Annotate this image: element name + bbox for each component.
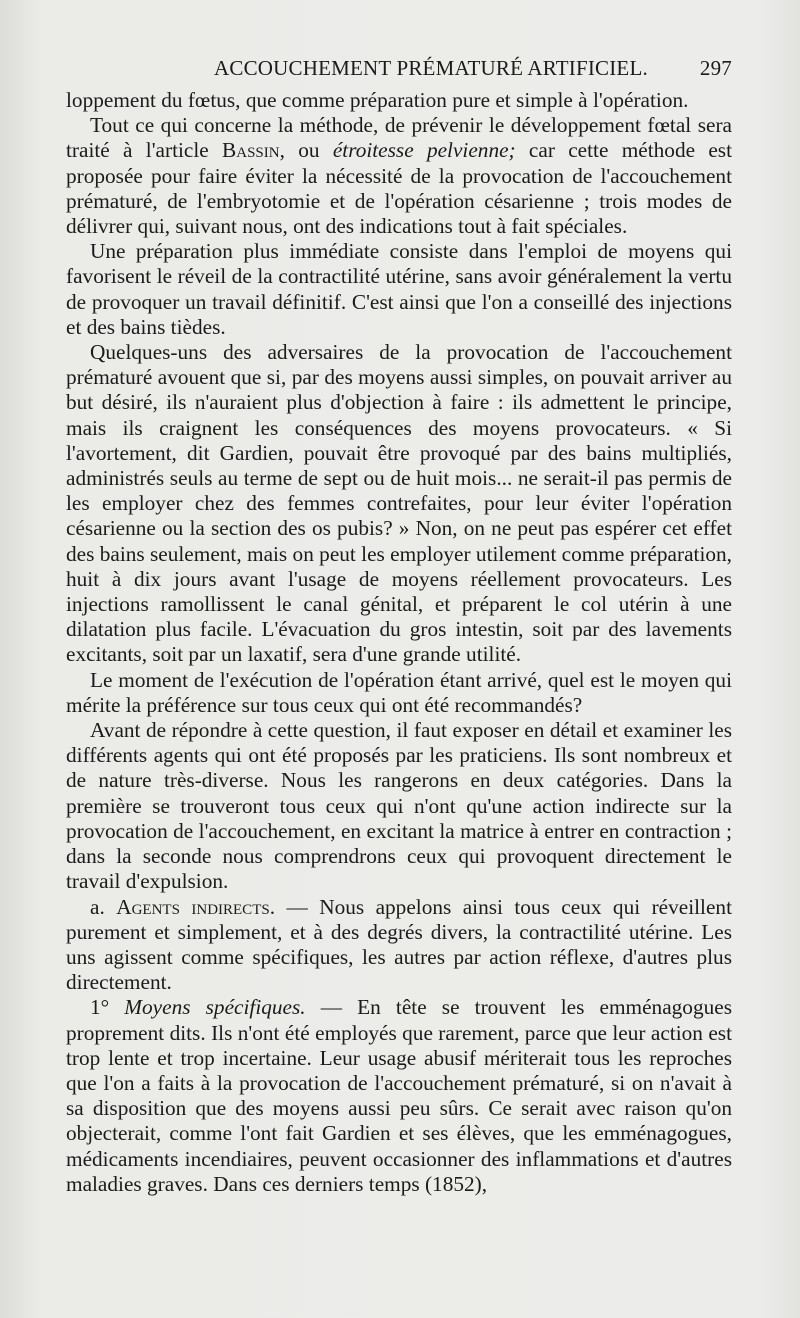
running-header <box>66 56 732 86</box>
paragraph-agents-indirects <box>66 895 732 996</box>
text-run: a. <box>90 894 117 919</box>
text-run: — Nous appelons ainsi tous ceux qui réveillent purement et simplement, et à des degrés divers, la contractilité utérine. Les uns agissent comme spécifiques, les autres par action réflexe, d'autres plus directement. <box>66 894 732 995</box>
text-run: 1° <box>90 995 125 1020</box>
page-number: 297 <box>699 56 732 80</box>
text-run: car cette méthode est proposée pour faire éviter la nécessité de la provocation de l'accouchement prématuré, de l'embryotomie et de l'opération césarienne ; trois modes de délivrer qui, suivant nous, ont des indications tout à fait spéciales. <box>66 138 732 239</box>
paragraph-moyens-specifiques <box>66 995 732 1197</box>
paragraph-moment: Le moment de l'exécution de l'opération étant arrivé, quel est le moyen qui mérite la préférence sur tous ceux qui ont été recommandés? <box>66 667 732 717</box>
section-heading-agents-indirects: Agents indirects. <box>116 894 276 919</box>
text-run: , ou <box>279 138 333 163</box>
paragraph-adversaires: Quelques-uns des adversaires de la provocation de l'accouchement prématuré avouent que si, par des moyens aussi simples, on pouvait arriver au but désiré, ils n'auraient plus d'objection à faire : ils admettent le principe, mais ils craignent les conséquences des moyens provocateurs. « Si l'avortement, dit Gardien, pouvait être provoqué par des bains multipliés, administrés seuls au terme de sept ou de huit mois... ne serait-il pas permis de les employer chez des femmes contrefaites, pour leur éviter l'opération césarienne ou la section des os pubis? » Non, on ne peut pas espérer cet effet des bains seulement, mais on peut les employer utilement comme préparation, huit à dix jours avant l'usage de moyens réellement provocateurs. Les injections ramollissent le canal génital, et préparent le col utérin à une dilatation plus facile. L'évacuation du gros intestin, soit par des lavements excitants, soit par un laxatif, sera d'une grande utilité. <box>66 340 732 667</box>
running-title: ACCOUCHEMENT PRÉMATURÉ ARTIFICIEL. <box>214 56 648 80</box>
body-text <box>66 88 732 1197</box>
paragraph-continuation: loppement du fœtus, que comme préparation pure et simple à l'opération. <box>66 88 689 112</box>
cross-reference-bassin: Bassin <box>222 138 280 163</box>
paragraph-agents: Avant de répondre à cette question, il faut exposer en détail et examiner les différents agents qui ont été proposés par les praticiens. Ils sont nombreux et de nature très-diverse. Nous les rangerons en deux catégories. Dans la première se trouveront tous ceux qui n'ont qu'une action indirecte sur la provocation de l'accouchement, en excitant la matrice à entrer en contraction ; dans la seconde nous comprendrons ceux qui provoquent directement le travail d'expulsion. <box>66 718 732 894</box>
paragraph-methode <box>66 113 732 239</box>
text-run: Tout ce qui concerne la méthode, de prévenir le développement fœtal sera traité à l'article <box>66 113 732 163</box>
italic-term: étroitesse pelvienne; <box>332 138 516 163</box>
text-run: — En tête se trouvent les emménagogues proprement dits. Ils n'ont été employés que rarement, parce que leur action est trop lente et trop incertaine. Leur usage abusif mériterait tous les reproches que l'on a faits à la provocation de l'accouchement prématuré, si on n'avait à sa disposition que des moyens aussi peu sûrs. Ce serait avec raison qu'on objecterait, comme l'ont fait Gardien et ses élèves, que les emménagogues, médicaments incendiaires, peuvent occasionner des inflammations et d'autres maladies graves. Dans ces derniers temps (1852), <box>66 995 732 1196</box>
section-heading-moyens-specifiques: Moyens spécifiques. <box>124 995 306 1020</box>
paragraph-preparation: Une préparation plus immédiate consiste dans l'emploi de moyens qui favorisent le réveil de la contractilité utérine, sans avoir généralement la vertu de provoquer un travail définitif. C'est ainsi que l'on a conseillé des injections et des bains tièdes. <box>66 239 732 339</box>
